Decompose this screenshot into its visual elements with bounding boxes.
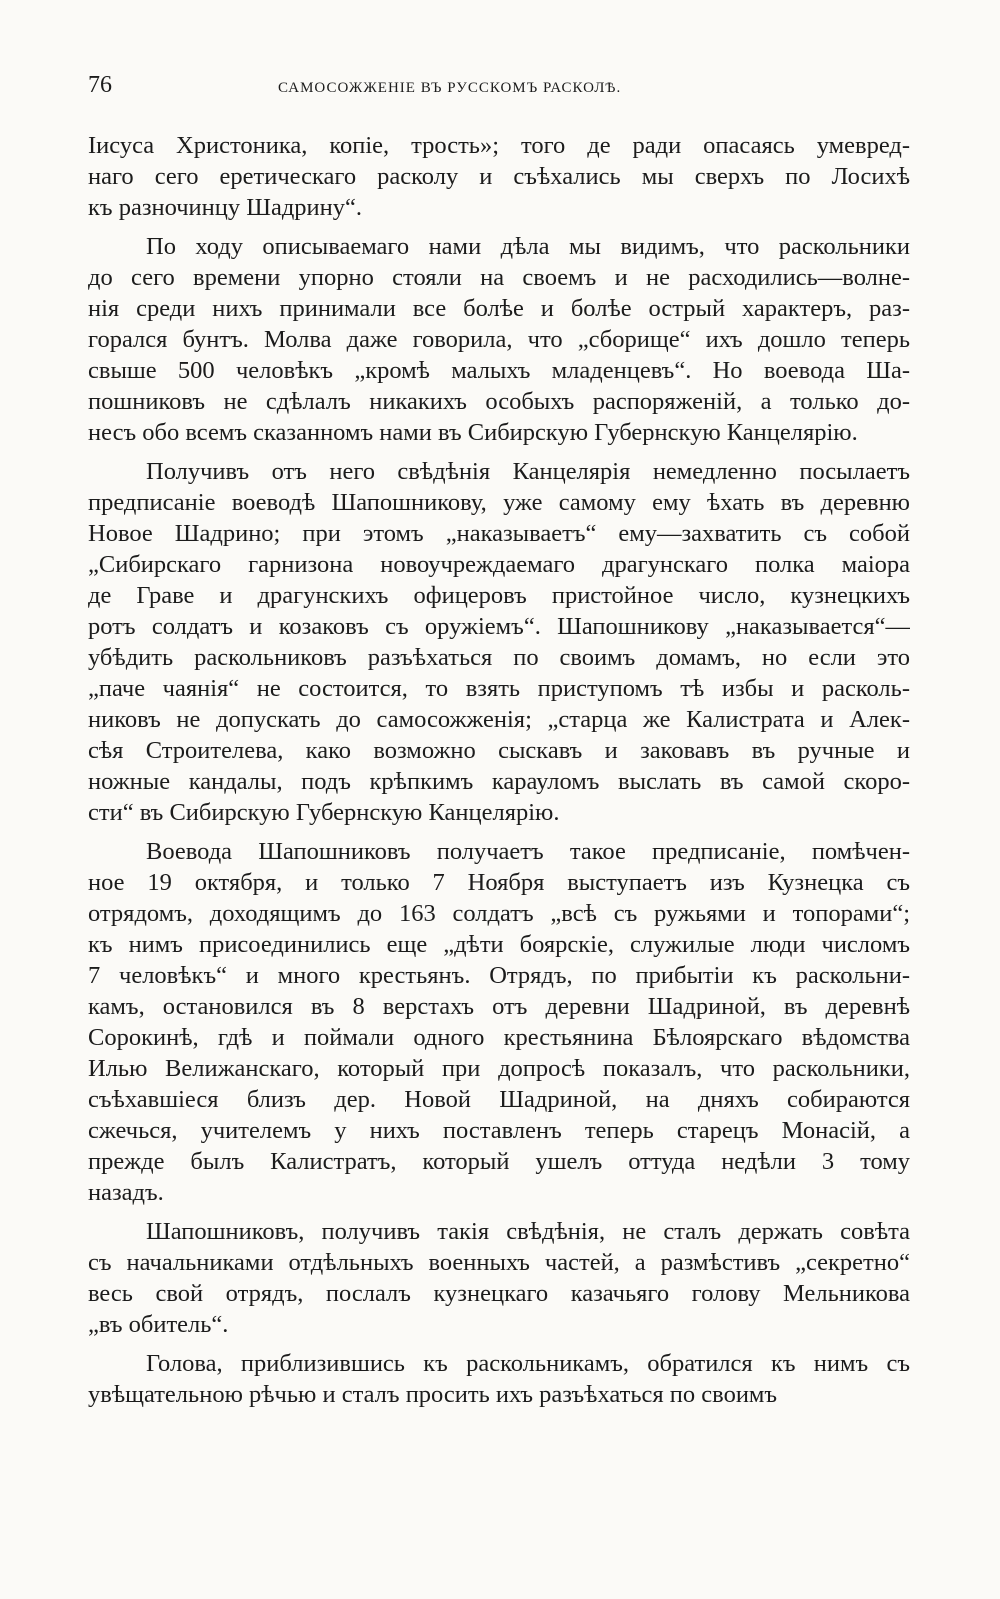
text-line: съѣхавшіеся близъ дер. Новой Шадриной, на дняхъ собираются (88, 1086, 910, 1113)
body-text (88, 130, 910, 1410)
text-line: наго сего еретическаго расколу и съѣхались мы сверхъ по Лосихѣ (88, 163, 910, 190)
text-line: пошниковъ не сдѣлалъ никакихъ особыхъ распоряженій, а только до- (88, 388, 910, 415)
paragraph-gap (88, 1340, 910, 1348)
running-title: САМОСОЖЖЕНІЕ ВЪ РУССКОМЪ РАСКОЛѢ. (278, 80, 622, 96)
text-line: назадъ. (88, 1179, 164, 1206)
text-line: прежде былъ Калистратъ, который ушелъ оттуда недѣли 3 тому (88, 1148, 910, 1175)
text-line: сти“ въ Сибирскую Губернскую Канцелярію. (88, 799, 560, 826)
text-line: камъ, остановился въ 8 верстахъ отъ деревни Шадриной, въ деревнѣ (88, 993, 910, 1020)
text-line: „паче чаянія“ не состоится, то взять приступомъ тѣ избы и расколь- (88, 675, 910, 702)
text-line: предписаніе воеводѣ Шапошникову, уже самому ему ѣхать въ деревню (88, 489, 910, 516)
text-line: Шапошниковъ, получивъ такія свѣдѣнія, не сталъ держать совѣта (146, 1218, 910, 1245)
text-line: 7 человѣкъ“ и много крестьянъ. Отрядъ, по прибытіи къ раскольни- (88, 962, 910, 989)
paragraph-gap (88, 1208, 910, 1216)
text-line: Сорокинѣ, гдѣ и поймали одного крестьянина Бѣлоярскаго вѣдомства (88, 1024, 910, 1051)
text-line: Воевода Шапошниковъ получаетъ такое предписаніе, помѣчен- (146, 838, 910, 865)
text-line: къ нимъ присоединились еще „дѣти боярскіе, служилые люди числомъ (88, 931, 910, 958)
text-line: Получивъ отъ него свѣдѣнія Канцелярія немедленно посылаетъ (146, 458, 910, 485)
page-number: 76 (88, 72, 112, 98)
paragraph-gap (88, 448, 910, 456)
text-line: увѣщательною рѣчью и сталъ просить ихъ разъѣхаться по своимъ (88, 1381, 778, 1408)
paragraph-gap (88, 828, 910, 836)
paragraph (88, 836, 910, 1208)
text-line: весь свой отрядъ, послалъ кузнецкаго казачьяго голову Мельникова (88, 1280, 910, 1307)
text-line: до сего времени упорно стояли на своемъ и не расходились—волне- (88, 264, 910, 291)
paragraph (88, 1348, 910, 1410)
text-line: ное 19 октября, и только 7 Ноября выступаетъ изъ Кузнецка съ (88, 869, 910, 896)
text-line: нія среди нихъ принимали все болѣе и болѣе острый характеръ, раз- (88, 295, 910, 322)
text-line: Іисуса Христоника, копіе, трость»; того де ради опасаясь умевред- (88, 132, 910, 159)
text-line: сѣя Строителева, како возможно сыскавъ и заковавъ въ ручные и (88, 737, 910, 764)
text-line: де Граве и драгунскихъ офицеровъ пристойное число, кузнецкихъ (88, 582, 910, 609)
text-line: несъ обо всемъ сказанномъ нами въ Сибирскую Губернскую Канцелярію. (88, 419, 858, 446)
text-line: ротъ солдатъ и козаковъ съ оружіемъ“. Шапошникову „наказывается“— (88, 613, 910, 640)
text-line: Новое Шадрино; при этомъ „наказываетъ“ ему—захватить съ собой (88, 520, 910, 547)
paragraph (88, 1216, 910, 1340)
paragraph-gap (88, 223, 910, 231)
paragraph (88, 130, 910, 223)
text-line: свыше 500 человѣкъ „кромѣ малыхъ младенцевъ“. Но воевода Ша- (88, 357, 910, 384)
text-line: отрядомъ, доходящимъ до 163 солдатъ „всѣ съ ружьями и топорами“; (88, 900, 910, 927)
text-line: ножные кандалы, подъ крѣпкимъ карауломъ выслать въ самой скоро- (88, 768, 910, 795)
text-line: По ходу описываемаго нами дѣла мы видимъ, что раскольники (146, 233, 910, 260)
text-line: къ разночинцу Шадрину“. (88, 194, 363, 221)
paragraph (88, 231, 910, 448)
text-line: Голова, приблизившись къ раскольникамъ, обратился къ нимъ съ (146, 1350, 910, 1377)
text-line: горался бунтъ. Молва даже говорила, что „сборище“ ихъ дошло теперь (88, 326, 910, 353)
text-line: сжечься, учителемъ у нихъ поставленъ теперь старецъ Монасій, а (88, 1117, 910, 1144)
text-line: Илью Велижанскаго, который при допросѣ показалъ, что раскольники, (88, 1055, 910, 1082)
text-line: „Сибирскаго гарнизона новоучреждаемаго драгунскаго полка маіора (88, 551, 910, 578)
text-line: „въ обитель“. (88, 1311, 229, 1338)
paragraph (88, 456, 910, 828)
text-line: никовъ не допускать до самосожженія; „старца же Калистрата и Алек- (88, 706, 910, 733)
text-line: съ начальниками отдѣльныхъ военныхъ частей, а размѣстивъ „секретно“ (88, 1249, 910, 1276)
text-line: убѣдить раскольниковъ разъѣхаться по своимъ домамъ, но если это (88, 644, 910, 671)
page-header (88, 72, 908, 106)
